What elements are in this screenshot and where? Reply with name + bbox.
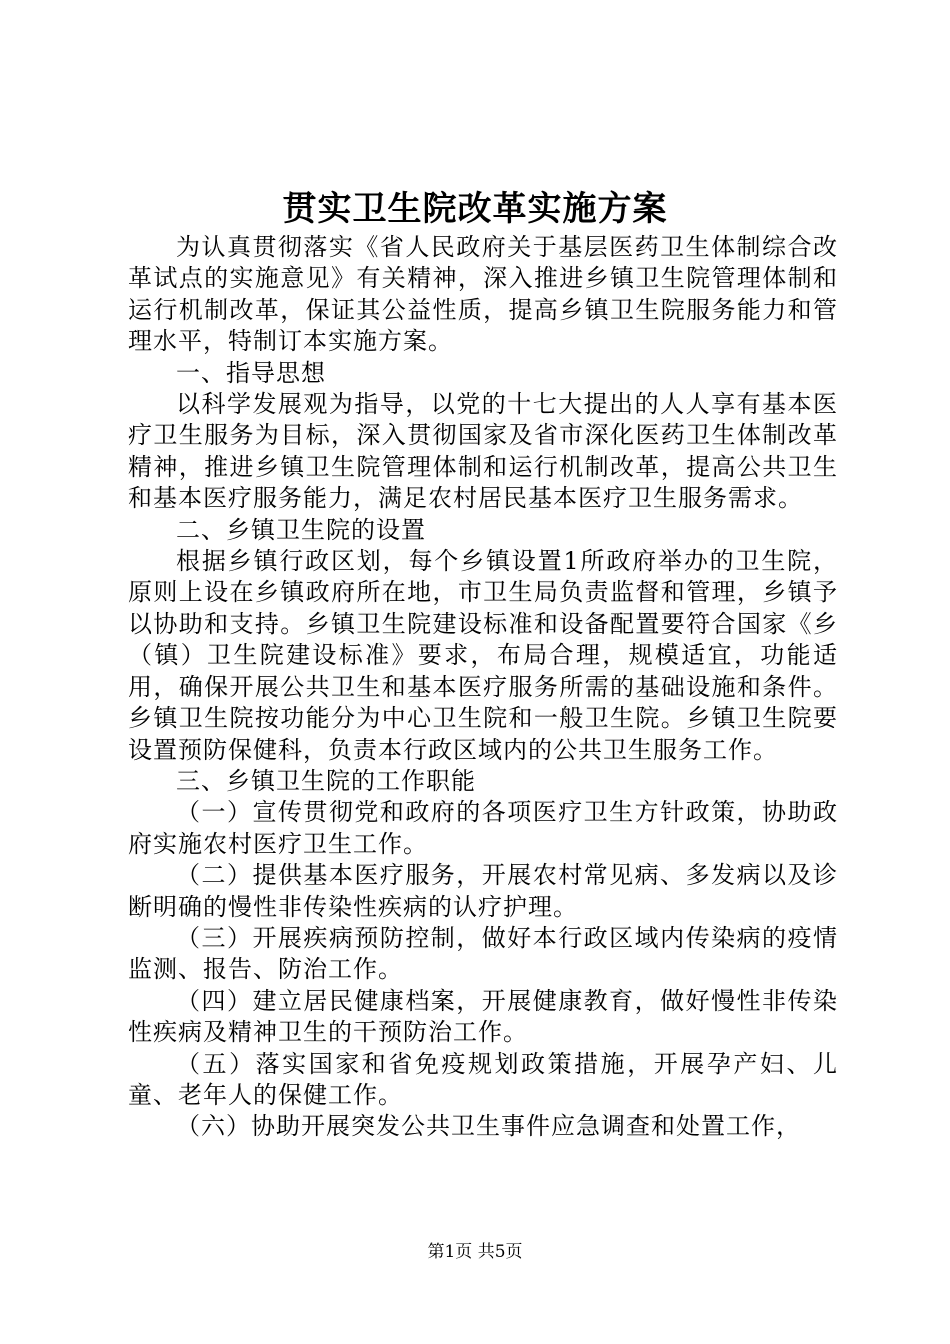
duty-item-6: （六）协助开展突发公共卫生事件应急调查和处置工作， — [176, 1112, 801, 1141]
duty-item-3: （三）开展疾病预防控制，做好本行政区域内传染病的疫情监测、报告、防治工作。 — [128, 923, 838, 984]
section-heading-3: 三、乡镇卫生院的工作职能 — [176, 766, 476, 795]
section-heading-2: 二、乡镇卫生院的设置 — [176, 515, 426, 544]
duty-item-2: （二）提供基本医疗服务，开展农村常见病、多发病以及诊断明确的慢性非传染性疾病的认疗护理。 — [128, 861, 838, 921]
duty-item-5: （五）落实国家和省免疫规划政策措施，开展孕产妇、儿童、老年人的保健工作。 — [128, 1049, 838, 1109]
section-heading-1: 一、指导思想 — [176, 358, 326, 387]
paragraph-guiding-ideology: 以科学发展观为指导，以党的十七大提出的人人享有基本医疗卫生服务为目标，深入贯彻国家及省市深化医药卫生体制改革精神，推进乡镇卫生院管理体制和运行机制改革，提高公共卫生和基本医疗服务能力，满足农村居民基本医疗卫生服务需求。 — [128, 390, 838, 513]
page-number-footer: 第1页 共5页 — [427, 1242, 523, 1262]
paragraph-hospital-setup: 根据乡镇行政区划，每个乡镇设置1所政府举办的卫生院，原则上设在乡镇政府所在地，市卫生局负责监督和管理，乡镇予以协助和支持。乡镇卫生院建设标准和设备配置要符合国家《乡（镇）卫生院建设标准》要求，布局合理，规模适宜，功能适用，确保开展公共卫生和基本医疗服务所需的基础设施和条件。乡镇卫生院按功能分为中心卫生院和一般卫生院。乡镇卫生院要设置预防保健科，负责本行政区域内的公共卫生服务工作。 — [128, 547, 838, 764]
duty-item-4: （四）建立居民健康档案，开展健康教育，做好慢性非传染性疾病及精神卫生的干预防治工作。 — [128, 986, 838, 1047]
intro-paragraph: 为认真贯彻落实《省人民政府关于基层医药卫生体制综合改革试点的实施意见》有关精神，深入推进乡镇卫生院管理体制和运行机制改革，保证其公益性质，提高乡镇卫生院服务能力和管理水平，特制订本实施方案。 — [128, 233, 838, 356]
document-body — [128, 232, 838, 1143]
document-title: 贯实卫生院改革实施方案 — [282, 189, 668, 229]
duty-item-1: （一）宣传贯彻党和政府的各项医疗卫生方针政策，协助政府实施农村医疗卫生工作。 — [128, 798, 838, 858]
